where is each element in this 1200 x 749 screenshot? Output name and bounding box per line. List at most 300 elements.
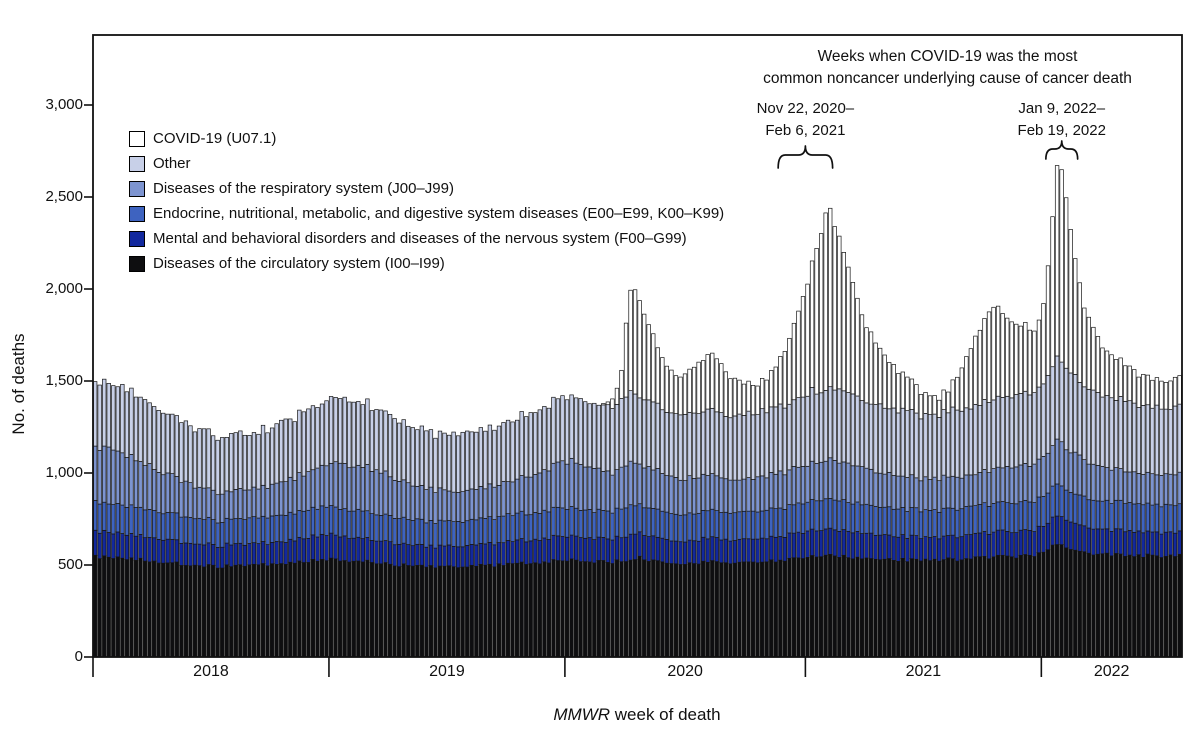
bar-segment-mental [302, 539, 306, 563]
bar-segment-circulatory [642, 560, 646, 657]
bar-segment-respiratory [887, 472, 891, 506]
bar-segment-circulatory [98, 559, 102, 657]
y-axis-title: No. of deaths [9, 333, 28, 435]
bar-segment-mental [774, 537, 778, 562]
bar-segment-other [783, 408, 787, 475]
bar-segment-endocrine [887, 507, 891, 535]
bar-segment-circulatory [252, 564, 256, 657]
bar-segment-other [1078, 382, 1082, 455]
bar-segment-other [1037, 387, 1041, 459]
bar-segment-endocrine [561, 508, 565, 537]
bar-segment-covid [615, 388, 619, 404]
bar-segment-endocrine [1110, 504, 1114, 532]
bar-segment-respiratory [633, 463, 637, 506]
bar-segment-circulatory [792, 558, 796, 657]
bar-segment-mental [946, 536, 950, 558]
bar-segment-respiratory [529, 477, 533, 515]
bar-segment-circulatory [1037, 553, 1041, 657]
bar-segment-circulatory [207, 565, 211, 657]
bar-segment-covid [860, 315, 864, 401]
bar-segment-endocrine [388, 515, 392, 541]
bar-segment-endocrine [906, 512, 910, 539]
bar-segment-respiratory [1151, 474, 1155, 505]
bar-segment-respiratory [447, 491, 451, 521]
bar-segment-other [388, 414, 392, 476]
bar-segment-respiratory [1083, 460, 1087, 496]
bar-segment-respiratory [456, 492, 460, 521]
bar-segment-circulatory [134, 560, 138, 657]
bar-segment-other [828, 387, 832, 458]
bar-segment-circulatory [143, 561, 147, 657]
bar-segment-other [978, 405, 982, 472]
bar-segment-mental [620, 538, 624, 562]
bar-segment-circulatory [738, 562, 742, 657]
y-tick-label-3000: 3,000 [45, 96, 83, 113]
bar-segment-other [665, 412, 669, 475]
bar-segment-other [1055, 356, 1059, 439]
bar-segment-other [919, 419, 923, 481]
bar-segment-other [311, 406, 315, 470]
bar-segment-other [130, 388, 134, 454]
bar-segment-covid [847, 267, 851, 392]
bar-segment-respiratory [125, 457, 129, 507]
bar-segment-other [583, 402, 587, 467]
bar-segment-endocrine [1151, 505, 1155, 532]
bar-segment-covid [887, 362, 891, 408]
bar-segment-mental [157, 539, 161, 563]
bar-segment-other [656, 403, 660, 468]
bar-segment-respiratory [552, 463, 556, 507]
bar-segment-respiratory [697, 478, 701, 513]
bar-segment-endocrine [248, 518, 252, 544]
legend-label-other: Other [153, 155, 191, 172]
bar-segment-other [334, 397, 338, 461]
bar-segment-endocrine [779, 508, 783, 537]
bar-segment-circulatory [602, 560, 606, 657]
bar-segment-other [720, 413, 724, 478]
bar-segment-other [443, 433, 447, 490]
bar-segment-circulatory [1046, 550, 1050, 657]
bar-segment-respiratory [479, 486, 483, 517]
bar-segment-respiratory [729, 480, 733, 513]
bar-segment-respiratory [1173, 475, 1177, 506]
bar-segment-circulatory [1101, 554, 1105, 657]
bar-segment-endocrine [307, 510, 311, 538]
bar-segment-mental [1001, 530, 1005, 555]
bar-segment-endocrine [674, 514, 678, 541]
bar-segment-other [724, 416, 728, 478]
bar-segment-endocrine [611, 513, 615, 540]
bar-segment-covid [788, 338, 792, 404]
bar-segment-respiratory [488, 484, 492, 517]
bar-segment-endocrine [143, 510, 147, 538]
bar-segment-endocrine [955, 510, 959, 538]
bar-segment-endocrine [112, 505, 116, 534]
bar-segment-circulatory [397, 567, 401, 657]
bar-segment-circulatory [783, 561, 787, 657]
annotation-bracket-2 [1046, 141, 1078, 159]
bar-segment-respiratory [847, 463, 851, 503]
bar-segment-other [683, 414, 687, 480]
bar-segment-mental [661, 538, 665, 562]
bar-segment-circulatory [1064, 548, 1068, 657]
bar-segment-covid [715, 359, 719, 412]
bar-segment-mental [257, 544, 261, 565]
bar-segment-endocrine [919, 512, 923, 539]
bar-segment-endocrine [1064, 490, 1068, 520]
bar-segment-other [402, 420, 406, 480]
bar-segment-respiratory [869, 469, 873, 505]
bar-segment-circulatory [379, 564, 383, 657]
bar-segment-covid [751, 385, 755, 414]
bar-segment-other [325, 401, 329, 466]
bar-segment-mental [411, 546, 415, 566]
bar-segment-respiratory [406, 483, 410, 520]
bar-segment-respiratory [107, 447, 111, 504]
bar-segment-mental [1096, 529, 1100, 554]
bar-segment-mental [465, 545, 469, 567]
bar-segment-mental [901, 535, 905, 559]
bar-segment-circulatory [1128, 555, 1132, 657]
bar-segment-mental [447, 545, 451, 566]
bar-segment-other [434, 438, 438, 492]
bar-segment-endocrine [933, 510, 937, 537]
bar-segment-mental [710, 537, 714, 561]
bar-segment-circulatory [139, 558, 143, 657]
bar-segment-mental [479, 543, 483, 564]
legend-label-circulatory: Diseases of the circulatory system (I00–I99) [153, 255, 445, 272]
bar-segment-endocrine [311, 507, 315, 535]
bar-segment-circulatory [887, 559, 891, 657]
bar-segment-circulatory [828, 554, 832, 657]
bar-segment-respiratory [425, 490, 429, 523]
bar-segment-mental [760, 538, 764, 562]
bar-segment-other [1064, 368, 1068, 450]
bar-segment-mental [978, 533, 982, 557]
bar-segment-circulatory [175, 562, 179, 657]
bar-segment-mental [588, 538, 592, 562]
bar-segment-endocrine [797, 503, 801, 532]
bar-segment-other [293, 422, 297, 481]
bar-segment-mental [357, 537, 361, 561]
bar-segment-respiratory [1169, 474, 1173, 505]
bar-segment-respiratory [193, 488, 197, 519]
bar-segment-endocrine [878, 507, 882, 535]
bar-segment-other [674, 414, 678, 478]
bar-segment-covid [965, 357, 969, 408]
bar-segment-covid [892, 364, 896, 408]
bar-segment-mental [1024, 530, 1028, 555]
bar-segment-other [842, 391, 846, 462]
bar-segment-endocrine [452, 522, 456, 547]
bar-segment-other [701, 412, 705, 474]
bar-segment-other [420, 426, 424, 485]
bar-segment-respiratory [779, 471, 783, 508]
bar-segment-endocrine [851, 504, 855, 533]
bar-segment-other [184, 421, 188, 481]
bar-segment-mental [856, 531, 860, 557]
wave2-date-line2: Feb 19, 2022 [1017, 122, 1106, 139]
bar-segment-other [189, 426, 193, 483]
bar-segment-other [996, 396, 1000, 467]
bar-segment-mental [366, 537, 370, 560]
bar-segment-endocrine [98, 504, 102, 533]
bar-segment-endocrine [552, 507, 556, 535]
bar-segment-respiratory [747, 478, 751, 512]
bar-segment-mental [1151, 532, 1155, 555]
bar-segment-mental [1119, 529, 1123, 554]
bar-segment-circulatory [706, 562, 710, 657]
bar-segment-endocrine [411, 521, 415, 546]
bar-segment-covid [1042, 303, 1046, 383]
bar-segment-covid [706, 355, 710, 410]
x-year-label-2022: 2022 [1093, 663, 1130, 680]
bar-segment-circulatory [765, 562, 769, 657]
bar-segment-endocrine [937, 512, 941, 539]
bar-segment-other [570, 395, 574, 458]
bar-segment-covid [865, 328, 869, 403]
bar-segment-other [406, 426, 410, 482]
bar-segment-covid [801, 296, 805, 397]
bar-segment-covid [1092, 327, 1096, 390]
bar-segment-endocrine [987, 506, 991, 534]
bar-segment-other [207, 429, 211, 488]
x-year-label-2021: 2021 [905, 663, 942, 680]
bar-segment-respiratory [896, 476, 900, 509]
wave1-date-label [723, 98, 887, 142]
bar-segment-circulatory [488, 564, 492, 657]
bar-segment-circulatory [620, 562, 624, 657]
wave2-date-line1: Jan 9, 2022– [1018, 100, 1106, 117]
bar-segment-covid [1123, 366, 1127, 402]
bar-segment-other [547, 408, 551, 471]
bar-segment-respiratory [325, 466, 329, 507]
bar-segment-circulatory [293, 563, 297, 657]
bar-segment-respiratory [565, 464, 569, 509]
bar-segment-endocrine [1123, 504, 1127, 532]
bar-segment-endocrine [1005, 503, 1009, 532]
bar-segment-endocrine [257, 518, 261, 544]
bar-segment-circulatory [1024, 555, 1028, 657]
bar-segment-circulatory [588, 562, 592, 657]
bar-segment-endocrine [1160, 507, 1164, 534]
bar-segment-endocrine [107, 504, 111, 532]
bar-segment-other [642, 400, 646, 468]
bar-segment-endocrine [121, 505, 125, 533]
bar-segment-circulatory [425, 567, 429, 657]
bar-segment-circulatory [184, 565, 188, 657]
bar-segment-mental [797, 532, 801, 558]
bar-segment-mental [1055, 516, 1059, 544]
bar-segment-endocrine [710, 509, 714, 536]
bar-segment-circulatory [102, 556, 106, 657]
bar-segment-circulatory [992, 557, 996, 657]
bar-segment-other [942, 410, 946, 476]
bar-segment-other [561, 396, 565, 461]
bar-segment-respiratory [1155, 475, 1159, 504]
bar-segment-respiratory [170, 474, 174, 513]
bar-segment-mental [838, 531, 842, 557]
bar-segment-mental [1092, 529, 1096, 555]
bar-segment-covid [833, 227, 837, 390]
bar-segment-circulatory [624, 562, 628, 657]
bar-segment-endocrine [515, 513, 519, 540]
bar-segment-respiratory [974, 475, 978, 506]
bar-segment-mental [670, 541, 674, 564]
bar-segment-mental [783, 537, 787, 561]
bar-segment-circulatory [874, 559, 878, 657]
bar-segment-covid [1155, 378, 1159, 406]
bar-segment-mental [1037, 526, 1041, 552]
bar-segment-covid [878, 348, 882, 404]
legend-row-mental [129, 231, 724, 246]
bar-segment-mental [493, 545, 497, 567]
legend-label-mental: Mental and behavioral disorders and diseases of the nervous system (F00–G99) [153, 230, 687, 247]
bar-segment-respiratory [815, 463, 819, 500]
bar-segment-mental [515, 540, 519, 563]
bar-segment-other [1101, 397, 1105, 466]
bar-segment-respiratory [411, 486, 415, 520]
bar-segment-other [896, 413, 900, 476]
bar-segment-endocrine [393, 518, 397, 544]
bar-segment-endocrine [633, 506, 637, 534]
x-year-label-2018: 2018 [193, 663, 229, 680]
bar-segment-circulatory [583, 562, 587, 657]
bar-segment-other [243, 435, 247, 490]
bar-segment-mental [910, 535, 914, 559]
bar-segment-circulatory [969, 559, 973, 657]
bar-segment-mental [860, 534, 864, 559]
bar-segment-respiratory [1142, 475, 1146, 505]
bar-segment-respiratory [533, 474, 537, 512]
bar-segment-mental [1087, 528, 1091, 553]
bar-segment-circulatory [892, 560, 896, 657]
bar-segment-respiratory [924, 477, 928, 510]
bar-segment-other [1092, 390, 1096, 464]
bar-segment-other [1142, 405, 1146, 474]
bar-segment-circulatory [1069, 549, 1073, 657]
bar-segment-circulatory [316, 561, 320, 657]
bar-segment-circulatory [1155, 556, 1159, 657]
bar-segment-endocrine [606, 511, 610, 539]
bar-segment-covid [1019, 326, 1023, 393]
bar-segment-respiratory [602, 471, 606, 510]
bar-segment-endocrine [152, 511, 156, 538]
bar-segment-mental [461, 547, 465, 567]
bar-segment-mental [1028, 530, 1032, 555]
bar-segment-other [1096, 392, 1100, 465]
bar-segment-other [98, 385, 102, 450]
bar-segment-mental [425, 547, 429, 567]
bar-segment-mental [969, 535, 973, 559]
bar-segment-covid [810, 261, 814, 388]
bar-segment-respiratory [438, 488, 442, 520]
bar-segment-mental [511, 542, 515, 564]
bar-segment-circulatory [443, 566, 447, 657]
bar-segment-circulatory [366, 560, 370, 657]
bar-segment-mental [1164, 532, 1168, 556]
bar-segment-endocrine [370, 514, 374, 541]
bar-segment-respiratory [302, 476, 306, 511]
bar-segment-circulatory [125, 560, 129, 657]
bar-segment-mental [974, 533, 978, 556]
x-year-label-2019: 2019 [429, 663, 465, 680]
bar-segment-endocrine [638, 504, 642, 532]
bar-segment-covid [883, 355, 887, 408]
bar-segment-circulatory [1119, 554, 1123, 657]
bar-segment-endocrine [983, 503, 987, 532]
bar-segment-endocrine [1101, 501, 1105, 529]
bar-segment-respiratory [397, 481, 401, 518]
bar-segment-mental [561, 537, 565, 561]
bar-segment-other [1024, 391, 1028, 463]
bar-segment-mental [429, 545, 433, 565]
bar-segment-mental [1114, 529, 1118, 554]
bar-segment-covid [779, 356, 783, 404]
bar-segment-endocrine [161, 514, 165, 541]
bar-segment-endocrine [769, 508, 773, 536]
bar-segment-endocrine [720, 513, 724, 540]
bar-segment-respiratory [842, 462, 846, 500]
bar-segment-other [729, 418, 733, 480]
bar-segment-covid [978, 330, 982, 405]
bar-segment-endocrine [425, 523, 429, 547]
bar-segment-mental [906, 538, 910, 561]
bar-segment-mental [892, 537, 896, 561]
bar-segment-circulatory [774, 562, 778, 657]
bar-segment-covid [683, 374, 687, 414]
bar-segment-covid [620, 370, 624, 398]
bar-segment-covid [611, 399, 615, 409]
bar-segment-mental [1005, 531, 1009, 556]
bar-segment-other [125, 392, 129, 458]
bar-segment-circulatory [298, 561, 302, 657]
bar-segment-respiratory [819, 462, 823, 501]
bar-segment-endocrine [320, 506, 324, 534]
bar-segment-other [588, 404, 592, 467]
bar-segment-respiratory [933, 477, 937, 509]
bar-segment-mental [1046, 523, 1050, 550]
bar-segment-respiratory [851, 466, 855, 504]
bar-segment-respiratory [465, 490, 469, 520]
bar-segment-circulatory [325, 561, 329, 657]
bar-segment-mental [216, 547, 220, 568]
bar-segment-mental [225, 543, 229, 565]
bar-segment-respiratory [257, 489, 261, 518]
bar-segment-respiratory [343, 463, 347, 508]
bar-segment-other [107, 383, 111, 447]
bar-segment-endocrine [556, 507, 560, 536]
bar-segment-respiratory [1087, 464, 1091, 500]
bar-segment-respiratory [116, 451, 120, 503]
bar-segment-other [320, 404, 324, 465]
bar-segment-circulatory [193, 565, 197, 657]
bar-segment-endocrine [842, 500, 846, 530]
bar-segment-other [270, 428, 274, 484]
bar-segment-covid [824, 213, 828, 390]
bar-segment-other [416, 430, 420, 487]
bar-segment-mental [1110, 531, 1114, 556]
bar-segment-endocrine [765, 510, 769, 539]
bar-segment-other [1110, 398, 1114, 470]
bar-segment-respiratory [1119, 469, 1123, 501]
bar-segment-mental [1132, 532, 1136, 556]
bar-segment-other [756, 415, 760, 477]
bar-segment-endocrine [665, 512, 669, 539]
bar-segment-respiratory [561, 461, 565, 508]
bar-segment-circulatory [806, 557, 810, 657]
bar-segment-respiratory [651, 470, 655, 508]
